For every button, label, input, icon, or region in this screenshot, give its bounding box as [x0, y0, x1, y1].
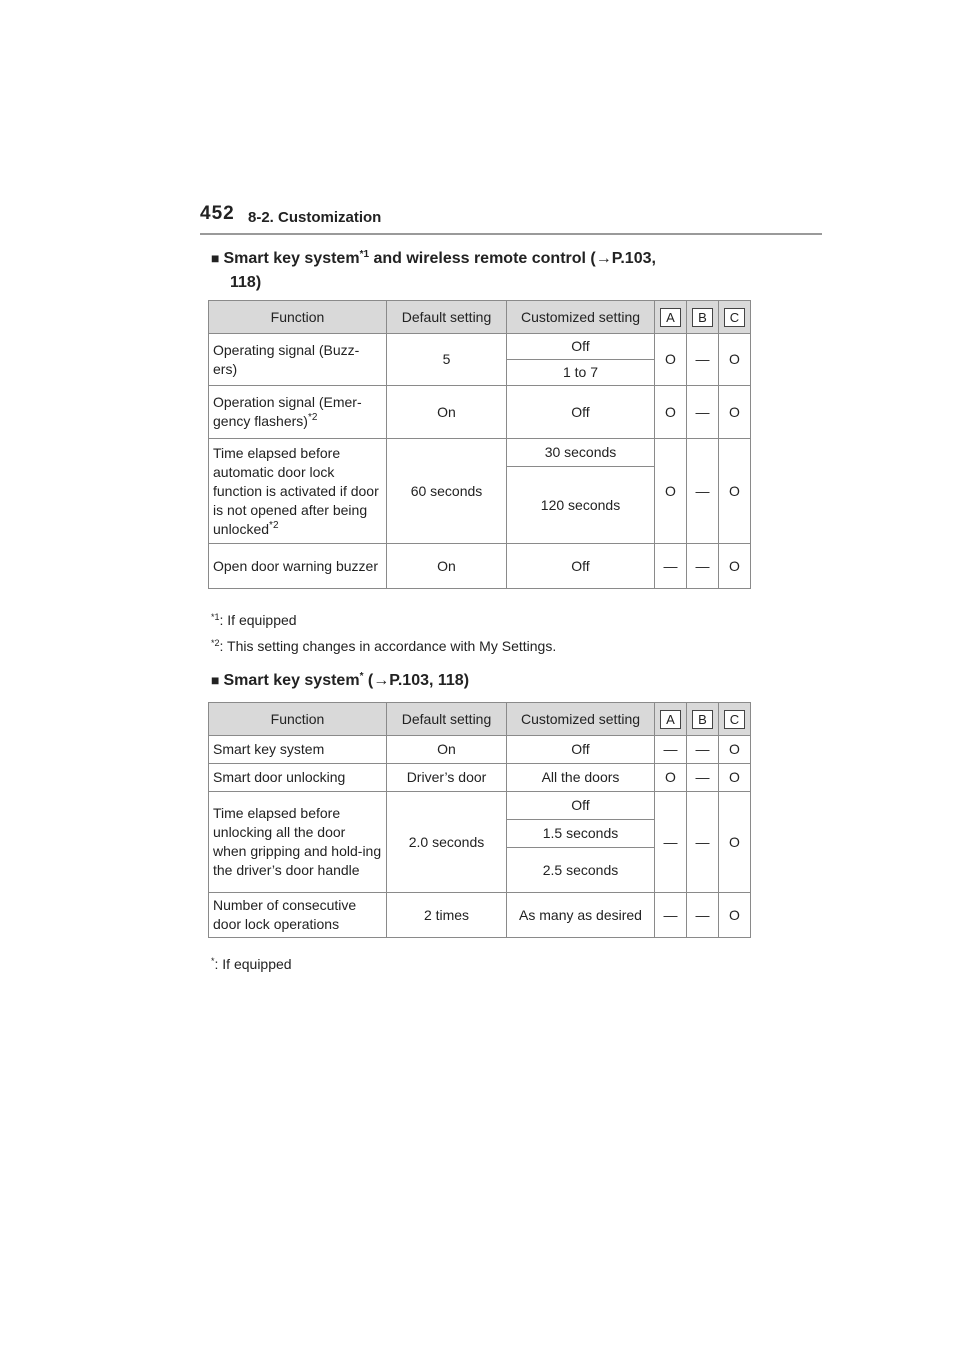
function-cell: Operation signal (Emer-gency flashers)$^{*2}$ — [209, 386, 387, 439]
table-header-row — [209, 301, 751, 334]
table-row — [209, 764, 751, 792]
a-cell: O — [655, 439, 687, 544]
option-cell: As many as desired — [507, 893, 655, 938]
default-cell: 2.0 seconds — [387, 792, 507, 893]
column-header — [719, 301, 751, 334]
b-cell: — — [687, 792, 719, 893]
settings-table-2 — [208, 702, 751, 938]
c-cell: O — [719, 792, 751, 893]
heading-text: Smart key system — [223, 250, 360, 267]
a-cell: — — [655, 544, 687, 589]
arrow-right-icon: → — [595, 250, 612, 267]
heading-text: and wireless remote control ( — [369, 250, 596, 267]
page-reference-link[interactable]: P.103, — [611, 250, 656, 267]
table-row — [209, 544, 751, 589]
b-cell: — — [687, 439, 719, 544]
setting-c-icon: C — [724, 308, 745, 327]
column-header — [655, 703, 687, 736]
c-cell: O — [719, 334, 751, 386]
a-cell: — — [655, 893, 687, 938]
section-heading-1 — [211, 246, 656, 295]
setting-a-icon: A — [660, 308, 681, 327]
table-row — [209, 439, 751, 467]
header-divider — [200, 233, 822, 235]
table-header-row — [209, 703, 751, 736]
page-number: 452 — [200, 203, 235, 224]
column-header: Function — [209, 301, 387, 334]
table-row — [209, 736, 751, 764]
option-cell: 120 seconds — [507, 467, 655, 544]
square-bullet-icon: ■ — [211, 672, 220, 688]
column-header: Customized setting — [507, 301, 655, 334]
page-reference-link[interactable]: 118) — [230, 274, 262, 291]
option-cell: Off — [507, 334, 655, 360]
function-cell: Open door warning buzzer — [209, 544, 387, 589]
option-cell: Off — [507, 386, 655, 439]
section-heading-2 — [211, 668, 469, 693]
footnote: *: If equipped — [211, 956, 292, 972]
column-header — [687, 301, 719, 334]
setting-a-icon: A — [660, 710, 681, 729]
arrow-right-icon: → — [373, 672, 390, 689]
heading-text: Smart key system — [223, 672, 360, 689]
b-cell: — — [687, 893, 719, 938]
c-cell: O — [719, 736, 751, 764]
default-cell: On — [387, 736, 507, 764]
b-cell: — — [687, 386, 719, 439]
a-cell: — — [655, 792, 687, 893]
a-cell: — — [655, 736, 687, 764]
c-cell: O — [719, 386, 751, 439]
c-cell: O — [719, 544, 751, 589]
default-cell: On — [387, 544, 507, 589]
option-cell: 1 to 7 — [507, 360, 655, 386]
a-cell: O — [655, 386, 687, 439]
b-cell: — — [687, 334, 719, 386]
square-bullet-icon: ■ — [211, 250, 220, 266]
b-cell: — — [687, 736, 719, 764]
default-cell: Driver’s door — [387, 764, 507, 792]
b-cell: — — [687, 544, 719, 589]
page-reference-link[interactable]: P.103, 118) — [389, 672, 470, 689]
option-cell: 30 seconds — [507, 439, 655, 467]
function-cell: Time elapsed before automatic door lock function is activated if door is not opened after being unlocked$^{*2}$ — [209, 439, 387, 544]
option-cell: Off — [507, 544, 655, 589]
column-header: Default setting — [387, 301, 507, 334]
setting-b-icon: B — [692, 308, 713, 327]
column-header: Default setting — [387, 703, 507, 736]
option-cell: All the doors — [507, 764, 655, 792]
column-header: Function — [209, 703, 387, 736]
table-row — [209, 792, 751, 820]
setting-b-icon: B — [692, 710, 713, 729]
c-cell: O — [719, 764, 751, 792]
heading-text: ( — [363, 672, 374, 689]
setting-c-icon: C — [724, 710, 745, 729]
heading-footnote-mark: *1 — [359, 249, 370, 260]
option-cell: Off — [507, 792, 655, 820]
default-cell: 60 seconds — [387, 439, 507, 544]
function-cell: Smart door unlocking — [209, 764, 387, 792]
column-header — [719, 703, 751, 736]
table-row — [209, 386, 751, 439]
a-cell: O — [655, 764, 687, 792]
option-cell: Off — [507, 736, 655, 764]
b-cell: — — [687, 764, 719, 792]
column-header — [687, 703, 719, 736]
option-cell: 1.5 seconds — [507, 820, 655, 848]
function-cell: Smart key system — [209, 736, 387, 764]
heading-footnote-mark: * — [359, 671, 364, 682]
settings-table-1 — [208, 300, 751, 589]
option-cell: 2.5 seconds — [507, 848, 655, 893]
table-row — [209, 334, 751, 360]
a-cell: O — [655, 334, 687, 386]
footnote: $^{*2}$: This setting changes in accordance with My Settings. — [211, 638, 557, 654]
c-cell: O — [719, 439, 751, 544]
default-cell: On — [387, 386, 507, 439]
column-header — [655, 301, 687, 334]
function-cell: Time elapsed before unlocking all the door when gripping and hold-ing the driver’s door handle — [209, 792, 387, 893]
table-row — [209, 893, 751, 938]
c-cell: O — [719, 893, 751, 938]
default-cell: 5 — [387, 334, 507, 386]
section-title: 8-2. Customization — [248, 209, 382, 226]
function-cell: Operating signal (Buzz-ers) — [209, 334, 387, 386]
footnote: $^{*1}$: If equipped — [211, 612, 297, 628]
default-cell: 2 times — [387, 893, 507, 938]
function-cell: Number of consecutive door lock operations — [209, 893, 387, 938]
column-header: Customized setting — [507, 703, 655, 736]
